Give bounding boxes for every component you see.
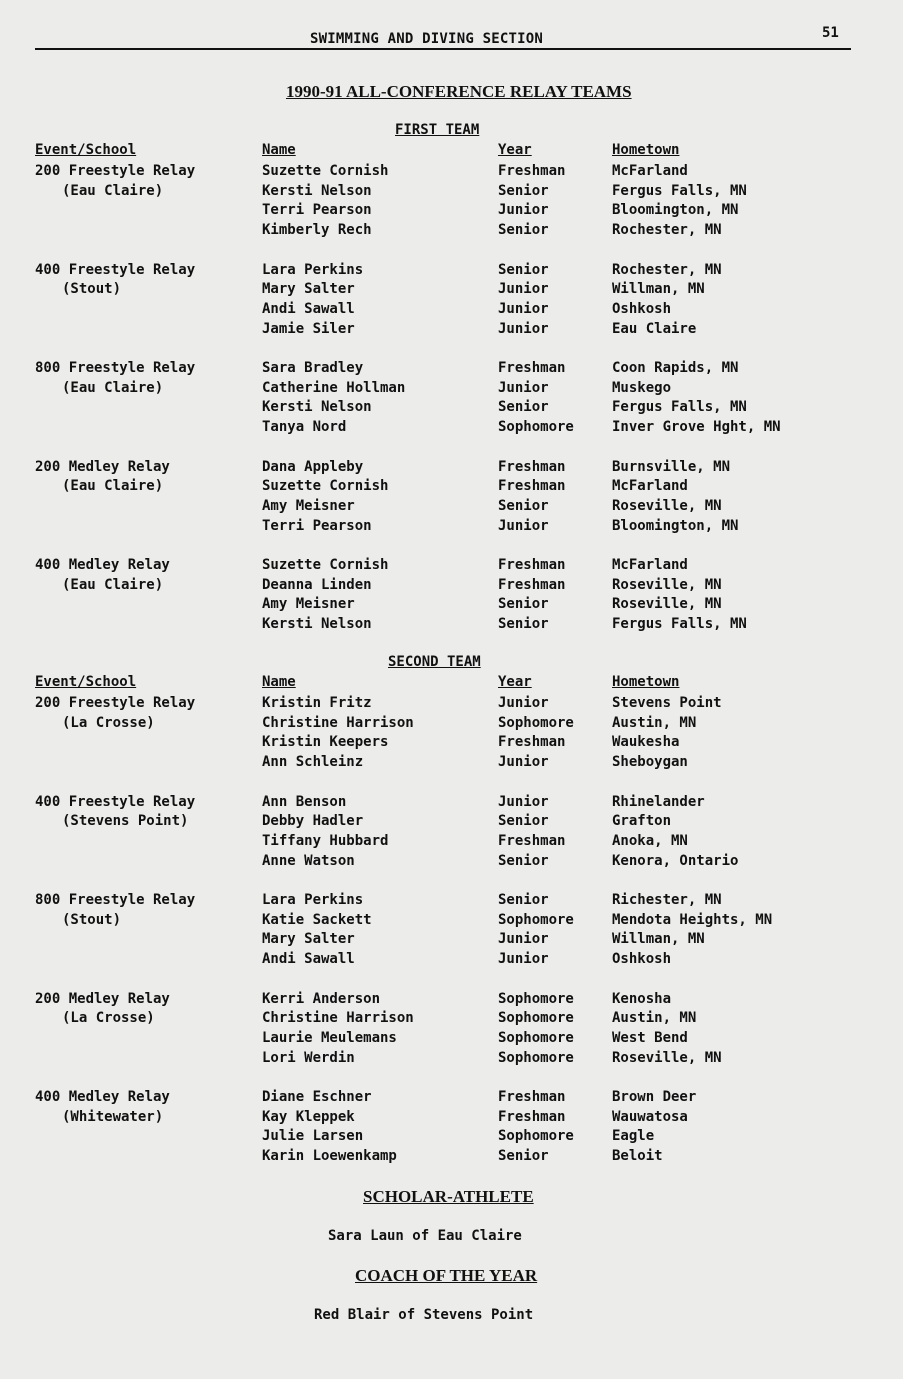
second-team-heading: SECOND TEAM: [388, 654, 481, 670]
swimmer-name: Julie Larsen: [262, 1128, 364, 1145]
coach-of-year-text: Red Blair of Stevens Point: [314, 1307, 534, 1323]
scholar-athlete-heading: SCHOLAR-ATHLETE: [363, 1187, 534, 1206]
swimmer-hometown: Eagle: [612, 1128, 655, 1145]
swimmer-year: Freshman: [498, 360, 566, 376]
swimmer-hometown: Fergus Falls, MN: [612, 399, 747, 416]
swimmer-hometown: Waukesha: [612, 734, 680, 751]
swimmer-hometown: Roseville, MN: [612, 596, 722, 613]
relay-event: 200 Medley Relay: [35, 458, 170, 475]
swimmer-name: Terri Pearson: [262, 202, 372, 219]
swimmer-year: Junior: [498, 202, 549, 219]
swimmer-name: Suzette Cornish: [262, 557, 389, 573]
swimmer-year: Freshman: [498, 458, 566, 475]
swimmer-year: Junior: [498, 320, 549, 337]
swimmer-hometown: Fergus Falls, MN: [612, 182, 747, 199]
swimmer-name: Amy Meisner: [262, 497, 355, 514]
swimmer-year: Freshman: [498, 478, 566, 495]
swimmer-name: Catherine Hollman: [262, 379, 406, 396]
relay-event: 400 Medley Relay: [35, 557, 170, 573]
swimmer-hometown: Stevens Point: [612, 695, 722, 711]
swimmer-name: Jamie Siler: [262, 320, 355, 337]
page-title: 1990-91 ALL-CONFERENCE RELAY TEAMS: [286, 82, 632, 101]
swimmer-hometown: Kenosha: [612, 990, 672, 1007]
relay-school: (La Crosse): [62, 1010, 155, 1027]
header-rule: [35, 48, 851, 50]
swimmer-name: Suzette Cornish: [262, 163, 389, 179]
swimmer-hometown: McFarland: [612, 478, 688, 495]
swimmer-name: Ann Benson: [262, 793, 347, 810]
swimmer-name: Katie Sackett: [262, 911, 372, 928]
relay-event: 800 Freestyle Relay: [35, 360, 196, 376]
swimmer-hometown: McFarland: [612, 557, 688, 573]
swimmer-hometown: Oshkosh: [612, 300, 672, 317]
swimmer-name: Diane Eschner: [262, 1089, 372, 1105]
swimmer-name: Amy Meisner: [262, 596, 355, 613]
swimmer-year: Senior: [498, 497, 549, 514]
column-header-hometown: Hometown: [612, 142, 680, 158]
swimmer-year: Junior: [498, 379, 549, 396]
swimmer-hometown: Coon Rapids, MN: [612, 360, 739, 376]
relay-event: 400 Medley Relay: [35, 1089, 170, 1105]
swimmer-name: Laurie Meulemans: [262, 1029, 397, 1046]
swimmer-name: Kersti Nelson: [262, 399, 372, 416]
swimmer-hometown: Richester, MN: [612, 892, 722, 908]
swimmer-hometown: Sheboygan: [612, 754, 688, 771]
swimmer-year: Freshman: [498, 1089, 566, 1105]
first-team-heading: FIRST TEAM: [395, 122, 480, 138]
swimmer-name: Christine Harrison: [262, 714, 414, 731]
swimmer-hometown: Bloomington, MN: [612, 517, 739, 534]
swimmer-year: Senior: [498, 596, 549, 613]
swimmer-name: Dana Appleby: [262, 458, 364, 475]
section-header: SWIMMING AND DIVING SECTION: [310, 31, 543, 47]
scholar-athlete-text: Sara Laun of Eau Claire: [328, 1228, 522, 1244]
swimmer-year: Sophomore: [498, 1049, 574, 1066]
swimmer-name: Ann Schleinz: [262, 754, 364, 771]
swimmer-year: Senior: [498, 182, 549, 199]
column-header-year: Year: [498, 142, 532, 158]
swimmer-hometown: Beloit: [612, 1148, 663, 1165]
swimmer-hometown: Mendota Heights, MN: [612, 911, 773, 928]
swimmer-hometown: McFarland: [612, 163, 688, 179]
relay-event: 800 Freestyle Relay: [35, 892, 196, 908]
swimmer-year: Senior: [498, 616, 549, 633]
swimmer-name: Mary Salter: [262, 281, 355, 298]
swimmer-year: Junior: [498, 931, 549, 948]
swimmer-hometown: Willman, MN: [612, 931, 705, 948]
swimmer-name: Christine Harrison: [262, 1010, 414, 1027]
swimmer-name: Kerri Anderson: [262, 990, 381, 1007]
swimmer-hometown: Fergus Falls, MN: [612, 616, 747, 633]
column-header-event: Event/School: [35, 674, 137, 690]
swimmer-year: Junior: [498, 517, 549, 534]
relay-event: 400 Freestyle Relay: [35, 261, 196, 278]
relay-school: (Stout): [62, 911, 122, 928]
swimmer-name: Debby Hadler: [262, 813, 364, 830]
swimmer-name: Kristin Fritz: [262, 695, 372, 711]
swimmer-name: Kimberly Rech: [262, 222, 372, 239]
relay-school: (Stout): [62, 281, 122, 298]
swimmer-year: Sophomore: [498, 419, 574, 436]
page-number: 51: [822, 25, 839, 41]
swimmer-name: Sara Bradley: [262, 360, 364, 376]
swimmer-year: Senior: [498, 399, 549, 416]
swimmer-name: Lara Perkins: [262, 892, 364, 908]
swimmer-name: Kay Kleppek: [262, 1108, 355, 1125]
swimmer-name: Andi Sawall: [262, 300, 355, 317]
swimmer-hometown: Kenora, Ontario: [612, 852, 739, 869]
swimmer-name: Tanya Nord: [262, 419, 347, 436]
swimmer-year: Junior: [498, 281, 549, 298]
swimmer-name: Mary Salter: [262, 931, 355, 948]
swimmer-hometown: Rochester, MN: [612, 222, 722, 239]
swimmer-name: Suzette Cornish: [262, 478, 389, 495]
swimmer-name: Lara Perkins: [262, 261, 364, 278]
swimmer-hometown: Wauwatosa: [612, 1108, 688, 1125]
swimmer-hometown: Roseville, MN: [612, 497, 722, 514]
swimmer-year: Freshman: [498, 1108, 566, 1125]
swimmer-year: Junior: [498, 754, 549, 771]
swimmer-hometown: Anoka, MN: [612, 832, 688, 849]
swimmer-name: Kersti Nelson: [262, 616, 372, 633]
relay-event: 200 Freestyle Relay: [35, 695, 196, 711]
swimmer-name: Kristin Keepers: [262, 734, 389, 751]
swimmer-name: Andi Sawall: [262, 951, 355, 968]
swimmer-hometown: Oshkosh: [612, 951, 672, 968]
swimmer-year: Senior: [498, 1148, 549, 1165]
column-header-name: Name: [262, 142, 296, 158]
swimmer-year: Senior: [498, 261, 549, 278]
swimmer-year: Senior: [498, 222, 549, 239]
column-header-event: Event/School: [35, 142, 137, 158]
swimmer-year: Senior: [498, 892, 549, 908]
relay-event: 200 Medley Relay: [35, 990, 170, 1007]
relay-school: (Eau Claire): [62, 379, 164, 396]
swimmer-hometown: Muskego: [612, 379, 672, 396]
swimmer-year: Sophomore: [498, 1128, 574, 1145]
swimmer-hometown: Austin, MN: [612, 714, 697, 731]
relay-school: (Eau Claire): [62, 182, 164, 199]
relay-school: (Whitewater): [62, 1108, 164, 1125]
swimmer-year: Senior: [498, 852, 549, 869]
swimmer-year: Sophomore: [498, 911, 574, 928]
swimmer-hometown: Austin, MN: [612, 1010, 697, 1027]
swimmer-hometown: West Bend: [612, 1029, 688, 1046]
swimmer-hometown: Roseville, MN: [612, 576, 722, 593]
swimmer-hometown: Rochester, MN: [612, 261, 722, 278]
swimmer-hometown: Rhinelander: [612, 793, 705, 810]
relay-event: 200 Freestyle Relay: [35, 163, 196, 179]
swimmer-year: Sophomore: [498, 1010, 574, 1027]
relay-school: (La Crosse): [62, 714, 155, 731]
swimmer-year: Senior: [498, 813, 549, 830]
swimmer-year: Junior: [498, 951, 549, 968]
coach-of-year-heading: COACH OF THE YEAR: [355, 1266, 538, 1285]
swimmer-year: Sophomore: [498, 1029, 574, 1046]
swimmer-hometown: Roseville, MN: [612, 1049, 722, 1066]
swimmer-hometown: Inver Grove Hght, MN: [612, 419, 781, 436]
swimmer-year: Sophomore: [498, 714, 574, 731]
swimmer-year: Freshman: [498, 163, 566, 179]
swimmer-hometown: Bloomington, MN: [612, 202, 739, 219]
relay-school: (Eau Claire): [62, 576, 164, 593]
column-header-name: Name: [262, 674, 296, 690]
relay-school: (Eau Claire): [62, 478, 164, 495]
swimmer-hometown: Burnsville, MN: [612, 458, 731, 475]
swimmer-year: Junior: [498, 695, 549, 711]
swimmer-year: Freshman: [498, 557, 566, 573]
swimmer-name: Kersti Nelson: [262, 182, 372, 199]
swimmer-hometown: Brown Deer: [612, 1089, 697, 1105]
swimmer-year: Freshman: [498, 832, 566, 849]
swimmer-name: Anne Watson: [262, 852, 355, 869]
relay-event: 400 Freestyle Relay: [35, 793, 196, 810]
swimmer-year: Freshman: [498, 576, 566, 593]
swimmer-year: Freshman: [498, 734, 566, 751]
swimmer-year: Sophomore: [498, 990, 574, 1007]
swimmer-hometown: Eau Claire: [612, 320, 697, 337]
swimmer-name: Deanna Linden: [262, 576, 372, 593]
relay-school: (Stevens Point): [62, 813, 189, 830]
swimmer-name: Karin Loewenkamp: [262, 1148, 397, 1165]
column-header-hometown: Hometown: [612, 674, 680, 690]
swimmer-year: Junior: [498, 300, 549, 317]
swimmer-name: Lori Werdin: [262, 1049, 355, 1066]
swimmer-hometown: Willman, MN: [612, 281, 705, 298]
swimmer-name: Tiffany Hubbard: [262, 832, 389, 849]
column-header-year: Year: [498, 674, 532, 690]
swimmer-year: Junior: [498, 793, 549, 810]
swimmer-name: Terri Pearson: [262, 517, 372, 534]
swimmer-hometown: Grafton: [612, 813, 672, 830]
